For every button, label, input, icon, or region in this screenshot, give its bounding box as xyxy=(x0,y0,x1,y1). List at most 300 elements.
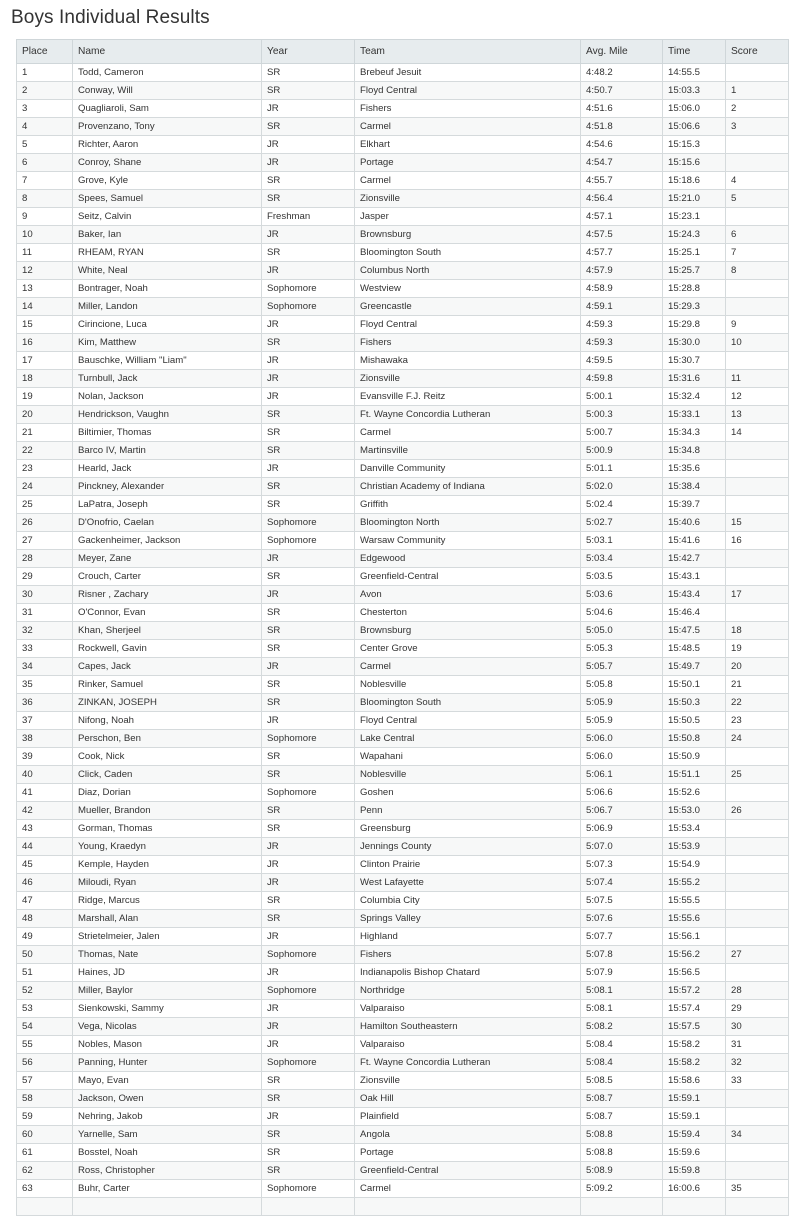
score-cell: 5 xyxy=(726,190,789,208)
place-cell: 58 xyxy=(17,1090,73,1108)
score-cell: 23 xyxy=(726,712,789,730)
place-cell: 23 xyxy=(17,460,73,478)
place-cell: 20 xyxy=(17,406,73,424)
team-cell: Chesterton xyxy=(355,604,581,622)
avg-mile-cell: 5:00.3 xyxy=(581,406,663,424)
time-cell: 15:59.4 xyxy=(663,1126,726,1144)
score-cell xyxy=(726,874,789,892)
name-cell: Seitz, Calvin xyxy=(73,208,262,226)
avg-mile-cell: 5:06.9 xyxy=(581,820,663,838)
score-cell: 4 xyxy=(726,172,789,190)
score-cell xyxy=(726,298,789,316)
avg-mile-cell: 5:07.8 xyxy=(581,946,663,964)
table-row xyxy=(17,532,789,550)
team-cell: Angola xyxy=(355,1126,581,1144)
name-cell: Bosstel, Noah xyxy=(73,1144,262,1162)
table-row xyxy=(17,874,789,892)
name-cell: Click, Caden xyxy=(73,766,262,784)
place-cell: 22 xyxy=(17,442,73,460)
place-cell: 30 xyxy=(17,586,73,604)
score-cell xyxy=(726,838,789,856)
score-cell: 14 xyxy=(726,424,789,442)
place-cell: 7 xyxy=(17,172,73,190)
score-cell xyxy=(726,478,789,496)
table-row xyxy=(17,1000,789,1018)
name-cell: Nehring, Jakob xyxy=(73,1108,262,1126)
time-cell: 15:48.5 xyxy=(663,640,726,658)
avg-mile-cell: 5:03.4 xyxy=(581,550,663,568)
team-cell: Zionsville xyxy=(355,190,581,208)
table-row xyxy=(17,64,789,82)
name-cell: Haines, JD xyxy=(73,964,262,982)
avg-mile-cell: 5:04.6 xyxy=(581,604,663,622)
place-cell: 42 xyxy=(17,802,73,820)
score-cell xyxy=(726,568,789,586)
score-cell xyxy=(726,550,789,568)
name-cell: Yarnelle, Sam xyxy=(73,1126,262,1144)
score-cell xyxy=(726,442,789,460)
avg-mile-cell: 5:08.9 xyxy=(581,1162,663,1180)
team-cell: Westview xyxy=(355,280,581,298)
avg-mile-cell: 4:59.3 xyxy=(581,316,663,334)
avg-mile-cell: 4:50.7 xyxy=(581,82,663,100)
name-cell: White, Neal xyxy=(73,262,262,280)
time-cell: 15:42.7 xyxy=(663,550,726,568)
team-cell: Griffith xyxy=(355,496,581,514)
team-cell: Hamilton Southeastern xyxy=(355,1018,581,1036)
name-cell: Nifong, Noah xyxy=(73,712,262,730)
place-cell: 36 xyxy=(17,694,73,712)
name-cell: Cook, Nick xyxy=(73,748,262,766)
name-cell: Conway, Will xyxy=(73,82,262,100)
year-cell: SR xyxy=(262,442,355,460)
name-cell: Baker, Ian xyxy=(73,226,262,244)
score-cell xyxy=(726,64,789,82)
avg-mile-cell: 5:07.9 xyxy=(581,964,663,982)
table-row xyxy=(17,910,789,928)
avg-mile-cell: 5:07.7 xyxy=(581,928,663,946)
year-cell: JR xyxy=(262,460,355,478)
team-cell: Danville Community xyxy=(355,460,581,478)
year-cell: SR xyxy=(262,244,355,262)
name-cell: Ridge, Marcus xyxy=(73,892,262,910)
avg-mile-cell: 5:08.7 xyxy=(581,1090,663,1108)
team-cell: Clinton Prairie xyxy=(355,856,581,874)
place-cell: 19 xyxy=(17,388,73,406)
year-cell: JR xyxy=(262,1108,355,1126)
name-cell: Hendrickson, Vaughn xyxy=(73,406,262,424)
name-cell: Miller, Landon xyxy=(73,298,262,316)
avg-mile-cell: 5:01.1 xyxy=(581,460,663,478)
team-cell: Elkhart xyxy=(355,136,581,154)
year-cell: SR xyxy=(262,1072,355,1090)
name-cell: Gorman, Thomas xyxy=(73,820,262,838)
table-row xyxy=(17,316,789,334)
year-cell: Freshman xyxy=(262,208,355,226)
score-cell: 8 xyxy=(726,262,789,280)
avg-mile-cell: 5:03.1 xyxy=(581,532,663,550)
score-cell xyxy=(726,280,789,298)
name-cell: Ross, Christopher xyxy=(73,1162,262,1180)
name-cell: Pinckney, Alexander xyxy=(73,478,262,496)
avg-mile-cell: 5:07.0 xyxy=(581,838,663,856)
avg-mile-cell: 5:08.1 xyxy=(581,982,663,1000)
place-cell: 62 xyxy=(17,1162,73,1180)
name-cell: Vega, Nicolas xyxy=(73,1018,262,1036)
team-cell: Greensburg xyxy=(355,820,581,838)
name-cell: Khan, Sherjeel xyxy=(73,622,262,640)
team-cell: Carmel xyxy=(355,1180,581,1198)
avg-mile-cell: 5:05.0 xyxy=(581,622,663,640)
name-cell xyxy=(73,1198,262,1216)
avg-mile-cell: 4:55.7 xyxy=(581,172,663,190)
score-cell xyxy=(726,136,789,154)
time-cell: 15:21.0 xyxy=(663,190,726,208)
column-header-name[interactable]: Name xyxy=(73,40,262,64)
team-cell: Fishers xyxy=(355,100,581,118)
score-cell: 15 xyxy=(726,514,789,532)
year-cell: SR xyxy=(262,424,355,442)
table-row xyxy=(17,1090,789,1108)
table-row xyxy=(17,190,789,208)
year-cell: Sophomore xyxy=(262,532,355,550)
time-cell: 15:53.9 xyxy=(663,838,726,856)
team-cell: Ft. Wayne Concordia Lutheran xyxy=(355,1054,581,1072)
time-cell: 15:24.3 xyxy=(663,226,726,244)
year-cell: SR xyxy=(262,1162,355,1180)
place-cell: 34 xyxy=(17,658,73,676)
team-cell: Mishawaka xyxy=(355,352,581,370)
place-cell: 13 xyxy=(17,280,73,298)
time-cell: 15:56.5 xyxy=(663,964,726,982)
results-table xyxy=(16,39,789,1216)
place-cell: 14 xyxy=(17,298,73,316)
year-cell: SR xyxy=(262,910,355,928)
name-cell: Nobles, Mason xyxy=(73,1036,262,1054)
place-cell: 53 xyxy=(17,1000,73,1018)
name-cell: Barco IV, Martin xyxy=(73,442,262,460)
time-cell: 15:25.7 xyxy=(663,262,726,280)
table-row xyxy=(17,928,789,946)
year-cell: SR xyxy=(262,622,355,640)
table-row xyxy=(17,298,789,316)
avg-mile-cell: 4:57.9 xyxy=(581,262,663,280)
table-row xyxy=(17,100,789,118)
table-row xyxy=(17,802,789,820)
place-cell: 29 xyxy=(17,568,73,586)
time-cell: 15:55.6 xyxy=(663,910,726,928)
year-cell: SR xyxy=(262,892,355,910)
avg-mile-cell: 5:08.1 xyxy=(581,1000,663,1018)
team-cell: Wapahani xyxy=(355,748,581,766)
table-row xyxy=(17,1054,789,1072)
time-cell: 15:55.2 xyxy=(663,874,726,892)
team-cell: Evansville F.J. Reitz xyxy=(355,388,581,406)
score-cell: 2 xyxy=(726,100,789,118)
time-cell: 15:53.4 xyxy=(663,820,726,838)
time-cell: 15:54.9 xyxy=(663,856,726,874)
year-cell: SR xyxy=(262,694,355,712)
time-cell: 15:34.8 xyxy=(663,442,726,460)
avg-mile-cell: 4:51.8 xyxy=(581,118,663,136)
table-row xyxy=(17,946,789,964)
score-cell xyxy=(726,892,789,910)
team-cell: Zionsville xyxy=(355,370,581,388)
place-cell: 39 xyxy=(17,748,73,766)
avg-mile-cell: 5:02.0 xyxy=(581,478,663,496)
year-cell: Sophomore xyxy=(262,514,355,532)
place-cell: 6 xyxy=(17,154,73,172)
time-cell: 15:31.6 xyxy=(663,370,726,388)
name-cell: O'Connor, Evan xyxy=(73,604,262,622)
table-row xyxy=(17,442,789,460)
table-row xyxy=(17,1126,789,1144)
score-cell: 28 xyxy=(726,982,789,1000)
time-cell: 15:50.8 xyxy=(663,730,726,748)
score-cell xyxy=(726,1162,789,1180)
name-cell: Jackson, Owen xyxy=(73,1090,262,1108)
score-cell: 18 xyxy=(726,622,789,640)
avg-mile-cell: 5:08.8 xyxy=(581,1144,663,1162)
place-cell: 37 xyxy=(17,712,73,730)
name-cell: Quagliaroli, Sam xyxy=(73,100,262,118)
table-row xyxy=(17,676,789,694)
time-cell: 15:43.1 xyxy=(663,568,726,586)
table-row xyxy=(17,262,789,280)
time-cell: 15:57.2 xyxy=(663,982,726,1000)
place-cell: 38 xyxy=(17,730,73,748)
name-cell: Miller, Baylor xyxy=(73,982,262,1000)
time-cell: 15:43.4 xyxy=(663,586,726,604)
table-row xyxy=(17,424,789,442)
time-cell: 15:59.1 xyxy=(663,1108,726,1126)
table-row xyxy=(17,514,789,532)
score-cell: 6 xyxy=(726,226,789,244)
time-cell: 15:53.0 xyxy=(663,802,726,820)
team-cell: Indianapolis Bishop Chatard xyxy=(355,964,581,982)
time-cell: 15:35.6 xyxy=(663,460,726,478)
team-cell: Edgewood xyxy=(355,550,581,568)
team-cell: Carmel xyxy=(355,424,581,442)
table-row xyxy=(17,208,789,226)
year-cell: SR xyxy=(262,190,355,208)
place-cell: 27 xyxy=(17,532,73,550)
team-cell: Center Grove xyxy=(355,640,581,658)
avg-mile-cell: 5:08.5 xyxy=(581,1072,663,1090)
time-cell: 15:03.3 xyxy=(663,82,726,100)
score-cell xyxy=(726,1198,789,1216)
time-cell: 15:15.3 xyxy=(663,136,726,154)
time-cell: 15:28.8 xyxy=(663,280,726,298)
name-cell: Nolan, Jackson xyxy=(73,388,262,406)
year-cell: Sophomore xyxy=(262,1054,355,1072)
table-row xyxy=(17,406,789,424)
table-row xyxy=(17,334,789,352)
team-cell: Northridge xyxy=(355,982,581,1000)
place-cell: 21 xyxy=(17,424,73,442)
team-cell: Noblesville xyxy=(355,766,581,784)
team-cell: Springs Valley xyxy=(355,910,581,928)
table-row xyxy=(17,964,789,982)
name-cell: Richter, Aaron xyxy=(73,136,262,154)
year-cell: SR xyxy=(262,1144,355,1162)
avg-mile-cell: 5:06.0 xyxy=(581,730,663,748)
place-cell: 52 xyxy=(17,982,73,1000)
name-cell: Panning, Hunter xyxy=(73,1054,262,1072)
name-cell: Thomas, Nate xyxy=(73,946,262,964)
avg-mile-cell: 5:05.9 xyxy=(581,694,663,712)
place-cell: 17 xyxy=(17,352,73,370)
avg-mile-cell: 5:00.9 xyxy=(581,442,663,460)
time-cell: 15:38.4 xyxy=(663,478,726,496)
avg-mile-cell: 5:08.4 xyxy=(581,1054,663,1072)
year-cell: SR xyxy=(262,478,355,496)
avg-mile-cell: 5:00.1 xyxy=(581,388,663,406)
table-row xyxy=(17,766,789,784)
team-cell: Carmel xyxy=(355,118,581,136)
team-cell: West Lafayette xyxy=(355,874,581,892)
name-cell: Spees, Samuel xyxy=(73,190,262,208)
team-cell: Carmel xyxy=(355,172,581,190)
avg-mile-cell: 5:08.4 xyxy=(581,1036,663,1054)
year-cell: JR xyxy=(262,136,355,154)
time-cell: 15:58.6 xyxy=(663,1072,726,1090)
year-cell: JR xyxy=(262,550,355,568)
team-cell: Bloomington South xyxy=(355,694,581,712)
year-cell: JR xyxy=(262,352,355,370)
table-row xyxy=(17,748,789,766)
time-cell: 15:32.4 xyxy=(663,388,726,406)
column-header-year[interactable]: Year xyxy=(262,40,355,64)
name-cell: Turnbull, Jack xyxy=(73,370,262,388)
team-cell: Floyd Central xyxy=(355,712,581,730)
team-cell: Ft. Wayne Concordia Lutheran xyxy=(355,406,581,424)
time-cell: 15:59.6 xyxy=(663,1144,726,1162)
time-cell: 14:55.5 xyxy=(663,64,726,82)
column-header-time[interactable]: Time xyxy=(663,40,726,64)
avg-mile-cell: 5:05.7 xyxy=(581,658,663,676)
team-cell: Carmel xyxy=(355,658,581,676)
place-cell: 10 xyxy=(17,226,73,244)
score-cell: 25 xyxy=(726,766,789,784)
year-cell: SR xyxy=(262,172,355,190)
table-row xyxy=(17,712,789,730)
time-cell xyxy=(663,1198,726,1216)
team-cell: Penn xyxy=(355,802,581,820)
score-cell xyxy=(726,208,789,226)
avg-mile-cell: 4:48.2 xyxy=(581,64,663,82)
avg-mile-cell: 4:59.5 xyxy=(581,352,663,370)
team-cell: Brebeuf Jesuit xyxy=(355,64,581,82)
table-row xyxy=(17,154,789,172)
results-body xyxy=(17,64,789,1216)
team-cell: Noblesville xyxy=(355,676,581,694)
team-cell xyxy=(355,1198,581,1216)
time-cell: 15:50.5 xyxy=(663,712,726,730)
time-cell: 15:06.6 xyxy=(663,118,726,136)
avg-mile-cell: 5:03.6 xyxy=(581,586,663,604)
avg-mile-cell: 5:05.9 xyxy=(581,712,663,730)
time-cell: 15:18.6 xyxy=(663,172,726,190)
year-cell: JR xyxy=(262,856,355,874)
score-cell: 22 xyxy=(726,694,789,712)
table-row xyxy=(17,244,789,262)
table-row xyxy=(17,1108,789,1126)
team-cell: Floyd Central xyxy=(355,82,581,100)
year-cell: JR xyxy=(262,154,355,172)
time-cell: 15:49.7 xyxy=(663,658,726,676)
score-cell xyxy=(726,820,789,838)
year-cell: SR xyxy=(262,568,355,586)
name-cell: Kim, Matthew xyxy=(73,334,262,352)
time-cell: 15:30.7 xyxy=(663,352,726,370)
score-cell: 1 xyxy=(726,82,789,100)
year-cell: JR xyxy=(262,1018,355,1036)
team-cell: Oak Hill xyxy=(355,1090,581,1108)
column-header-score[interactable]: Score xyxy=(726,40,789,64)
year-cell: JR xyxy=(262,838,355,856)
name-cell: Risner , Zachary xyxy=(73,586,262,604)
avg-mile-cell: 5:07.3 xyxy=(581,856,663,874)
avg-mile-cell: 5:02.4 xyxy=(581,496,663,514)
place-cell: 41 xyxy=(17,784,73,802)
name-cell: Gackenheimer, Jackson xyxy=(73,532,262,550)
table-row xyxy=(17,550,789,568)
time-cell: 15:50.1 xyxy=(663,676,726,694)
avg-mile-cell: 5:02.7 xyxy=(581,514,663,532)
score-cell: 11 xyxy=(726,370,789,388)
team-cell: Zionsville xyxy=(355,1072,581,1090)
team-cell: Portage xyxy=(355,1144,581,1162)
time-cell: 15:56.1 xyxy=(663,928,726,946)
team-cell: Greencastle xyxy=(355,298,581,316)
time-cell: 15:59.8 xyxy=(663,1162,726,1180)
name-cell: Buhr, Carter xyxy=(73,1180,262,1198)
name-cell: Miloudi, Ryan xyxy=(73,874,262,892)
place-cell: 46 xyxy=(17,874,73,892)
table-row xyxy=(17,82,789,100)
year-cell: SR xyxy=(262,748,355,766)
year-cell: JR xyxy=(262,928,355,946)
column-header-avg-mile[interactable]: Avg. Mile xyxy=(581,40,663,64)
column-header-team[interactable]: Team xyxy=(355,40,581,64)
place-cell: 8 xyxy=(17,190,73,208)
year-cell: JR xyxy=(262,226,355,244)
avg-mile-cell: 5:08.7 xyxy=(581,1108,663,1126)
name-cell: Crouch, Carter xyxy=(73,568,262,586)
team-cell: Christian Academy of Indiana xyxy=(355,478,581,496)
name-cell: Kemple, Hayden xyxy=(73,856,262,874)
time-cell: 15:23.1 xyxy=(663,208,726,226)
table-row xyxy=(17,622,789,640)
page-title: Boys Individual Results xyxy=(11,7,210,28)
column-header-place[interactable]: Place xyxy=(17,40,73,64)
avg-mile-cell: 5:09.2 xyxy=(581,1180,663,1198)
score-cell: 12 xyxy=(726,388,789,406)
team-cell: Goshen xyxy=(355,784,581,802)
table-row xyxy=(17,370,789,388)
name-cell: RHEAM, RYAN xyxy=(73,244,262,262)
place-cell: 18 xyxy=(17,370,73,388)
year-cell: Sophomore xyxy=(262,982,355,1000)
place-cell: 61 xyxy=(17,1144,73,1162)
score-cell: 20 xyxy=(726,658,789,676)
table-row xyxy=(17,820,789,838)
score-cell xyxy=(726,460,789,478)
time-cell: 15:50.9 xyxy=(663,748,726,766)
name-cell: Bauschke, William "Liam" xyxy=(73,352,262,370)
time-cell: 15:15.6 xyxy=(663,154,726,172)
